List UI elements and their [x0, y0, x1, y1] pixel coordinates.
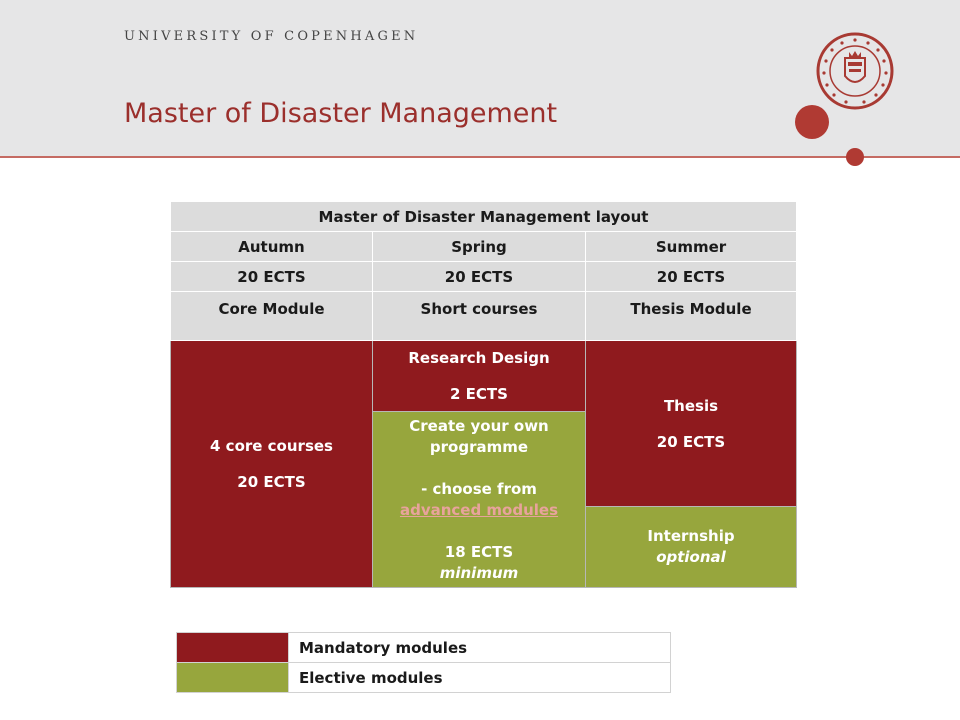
internship-label: Internship	[647, 527, 735, 545]
legend-swatch-mandatory	[177, 633, 289, 663]
module-short-courses: Short courses	[373, 292, 586, 341]
legend-elective-label: Elective modules	[289, 663, 671, 693]
create-programme-label: Create your own programme	[409, 416, 549, 456]
choose-from-label: - choose from	[421, 479, 537, 498]
research-design-label: Research Design	[408, 349, 550, 367]
decorative-dot-large	[795, 105, 829, 139]
decorative-dot-small	[846, 148, 864, 166]
core-courses-cell	[171, 341, 373, 588]
programme-layout-table	[170, 201, 797, 588]
create-programme-cell	[373, 412, 586, 588]
internship-optional: optional	[656, 548, 726, 566]
legend-swatch-elective	[177, 663, 289, 693]
column-spring: Spring	[373, 232, 586, 262]
core-courses-ects: 20 ECTS	[237, 473, 306, 491]
internship-cell	[586, 507, 797, 588]
page-title: Master of Disaster Management	[124, 98, 558, 129]
ects-spring: 20 ECTS	[373, 262, 586, 292]
module-thesis: Thesis Module	[586, 292, 797, 341]
header-rule	[0, 156, 960, 158]
module-core: Core Module	[171, 292, 373, 341]
research-design-ects: 2 ECTS	[450, 385, 508, 403]
thesis-ects: 20 ECTS	[656, 432, 726, 451]
university-name: UNIVERSITY OF COPENHAGEN	[124, 29, 419, 44]
create-programme-ects: 18 ECTS	[444, 542, 514, 561]
ects-summer: 20 ECTS	[586, 262, 797, 292]
research-design-cell	[373, 341, 586, 412]
create-programme-minimum: minimum	[439, 563, 519, 582]
thesis-cell	[586, 341, 797, 507]
legend-table	[176, 632, 671, 693]
core-courses-label: 4 core courses	[210, 437, 333, 455]
ects-autumn: 20 ECTS	[171, 262, 373, 292]
column-summer: Summer	[586, 232, 797, 262]
column-autumn: Autumn	[171, 232, 373, 262]
table-caption: Master of Disaster Management layout	[171, 202, 797, 232]
legend-mandatory-label: Mandatory modules	[289, 633, 671, 663]
university-seal-logo	[816, 32, 894, 110]
thesis-label: Thesis	[663, 396, 719, 415]
advanced-modules-link[interactable]: advanced modules	[399, 500, 559, 519]
